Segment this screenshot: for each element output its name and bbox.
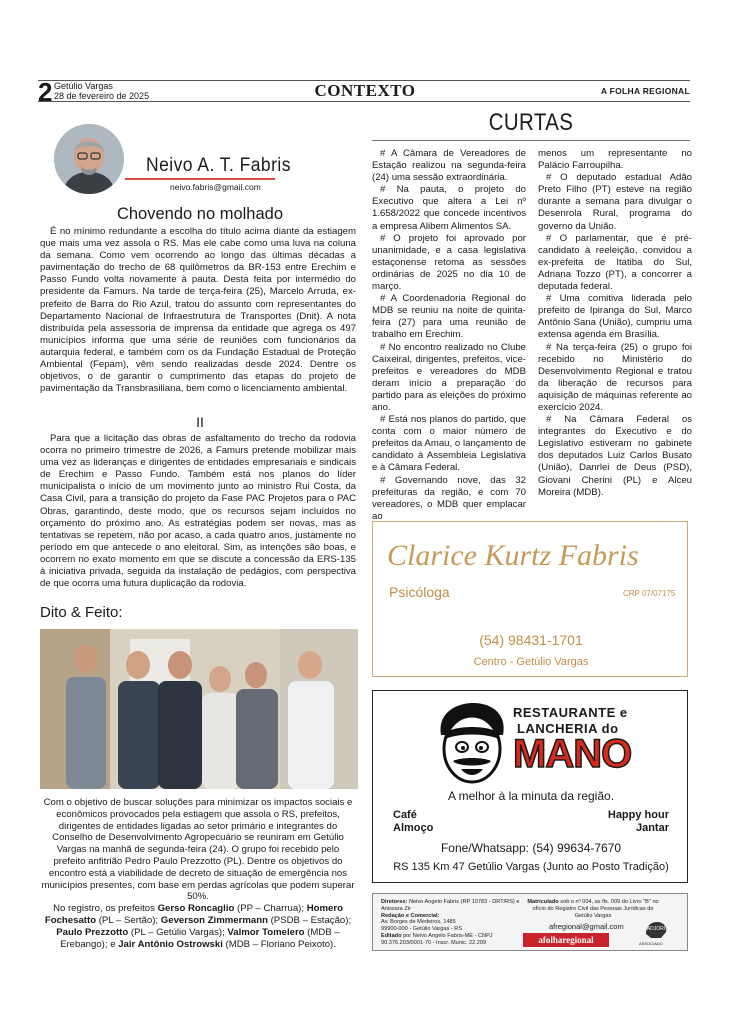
curtas-item: # Na terça-feira (25) o grupo foi recebido no Ministério do Desenvolvimento Regional e tratou da liberação de recursos para aquisição de máquinas referente ao exercício 2024.	[538, 341, 692, 413]
ad-psicologa-profession: Psicóloga	[389, 584, 450, 600]
edited-text: por Neivo Angelo Fabris-ME - CNPJ 90.376.203/0001-70 - Inscr. Munic. 22.209	[381, 932, 493, 946]
masthead-email[interactable]: afregional@gmail.com	[549, 922, 624, 931]
paragraph: Para que a licitação das obras de asfaltamento do trecho da rodovia ocorra no primeiro trimestre de 2026, a Famurs pretende mobilizar mais uma vez as lideranças e dirigentes de entidades empresariais e sindicais de Erechim e Passo Fundo. Também está nos planos do líder municipalista o início de um movimento junto ao ministro Rui Costa, da Casa Civil, para a transição do projeto da Fase PAC Projetos para o PAC Obras, garantindo, deste modo, que os recursos sejam incluídos no orçamento do próximo ano. As estratégias podem ser novas, mas as tentativas se repetem, não por acaso, a cada quatro anos, justamente no período em que antecede o ano eleitoral. Sim, as intenções são boas, e ocorrem no exato momento em que se discute a concessão da ERS-135 à iniciativa privada, seguida da instalação de pedágios, com perspectiva de que ocorra uma futura duplicação da rodovia.	[40, 433, 356, 590]
author-name: Neivo A. T. Fabris	[146, 155, 291, 176]
ad-restaurante-line2: LANCHERIA do	[517, 721, 619, 736]
ad-psicologa-name: Clarice Kurtz Fabris	[387, 539, 639, 572]
ad-restaurante-brand: MANO	[513, 732, 632, 776]
curtas-item: # A Câmara de Vereadores de Estação realizou na segunda-feira (24) uma sessão extraordinária.	[372, 148, 526, 184]
author-avatar	[54, 124, 124, 194]
ad-restaurante-slogan: A melhor à la minuta da região.	[447, 789, 615, 803]
author-photo-icon	[54, 124, 124, 194]
mayor-name: Gerso Roncaglio	[157, 903, 235, 915]
mayor-party: (PL – Getúlio Vargas);	[128, 926, 228, 938]
curtas-item: # O parlamentar, que é pré-candidato à reeleição, convidou a ex-prefeita de Itatiba do Sul, Adriana Tozzo (PT), a concorrer a deputada federal.	[538, 232, 692, 293]
column-body-part2	[40, 433, 356, 590]
association-badge-icon	[643, 920, 669, 940]
curtas-item: # Governando nove, das 32 prefeituras da região, e com 70 vereadores, o MDB quer emplacar ao	[372, 474, 526, 522]
ad-psicologa-crp: CRP 07/07175	[623, 589, 676, 598]
curtas-title: CURTAS	[488, 109, 574, 136]
ad-psicologa-place: Centro - Getúlio Vargas	[473, 656, 589, 668]
ad-psicologa-phone: (54) 98431-1701	[479, 632, 583, 648]
page-number: 2	[38, 77, 53, 107]
ad-restaurante-cafe: Café	[393, 809, 417, 821]
masthead-left	[381, 899, 521, 947]
section-title: CONTEXTO	[314, 81, 416, 100]
curtas-item: menos um representante no Palácio Farroupilha.	[538, 148, 692, 172]
curtas-item: # O projeto foi aprovado por unanimidade, e a casa legislativa estaçonense retoma as sessões ordinárias de 2025 no dia 10 de março.	[372, 232, 526, 293]
curtas-item: # Na Câmara Federal os integrantes do Executivo e do Legislativo estiveram no gabinete dos deputados Luiz Carlos Busato (União), Danrlei de Deus (PSD), Giovani Cherini (PL) e Alceu Moreira (MDB).	[538, 414, 692, 498]
ad-restaurante-phone: Fone/Whatsapp: (54) 99634-7670	[440, 841, 622, 855]
directors-label: Diretores:	[381, 899, 408, 905]
svg-text:ADJORI: ADJORI	[646, 926, 666, 932]
edited-label: Editado	[381, 932, 402, 939]
curtas-item: # Uma comitiva liderada pelo prefeito de Ipiranga do Sul, Marco Antônio Sana (União), cumpriu uma extensa agenda em Brasília.	[538, 293, 692, 341]
ad-restaurante-happy-hour: Happy hour	[607, 809, 669, 821]
mayor-party: (PL – Sertão);	[96, 914, 161, 926]
curtas-column-2	[538, 148, 692, 499]
ad-restaurante	[372, 690, 688, 883]
mayor-name: Geverson Zimmermann	[160, 914, 268, 926]
column-title: Chovendo no molhado	[116, 205, 284, 223]
masthead-edited	[381, 933, 521, 947]
caption-names	[40, 903, 356, 950]
masthead-directors	[381, 899, 521, 913]
association-badge-label: ASSOCIADO	[639, 941, 663, 946]
newspaper-logo: afolharegional	[523, 933, 609, 947]
mayor-party: (PSDB – Estação);	[267, 914, 352, 926]
curtas-item: # O deputado estadual Adão Preto Filho (PT) esteve na região durante a semana para divulgar o Desenrola Rural, programa do governo da União.	[538, 172, 692, 232]
mayor-party: (MDB – Floriano Peixoto).	[222, 938, 336, 950]
group-photo-image-icon	[40, 629, 358, 789]
mayor-name: Jair Antônio Ostrowski	[118, 938, 223, 950]
mano-mascot-icon	[435, 701, 509, 787]
caption-text: Com o objetivo de buscar soluções para minimizar os impactos sociais e econômicos provocados pela estiagem que assola o RS, prefeitos, dirigentes de entidades ligadas ao setor primário e integrantes do Conselho de Desenvolvimento Agropecuário se reuniram em Getúlio Vargas na manhã de segunda-feira (24). O grupo foi recebido pelo prefeito anfitrião Pedro Paulo Prezzotto (PL). Dentre os objetivos do encontro está a viabilidade de decreto de situação de emergência nos municípios presentes, com base em perdas agrícolas que podem superar 50%.	[41, 797, 355, 903]
office-label: Redação e Comercial:	[381, 912, 440, 919]
ad-restaurante-jantar: Jantar	[635, 822, 669, 834]
mayor-name: Homero Fochesatto	[44, 903, 343, 926]
masthead-box	[372, 893, 688, 951]
newspaper-name: A FOLHA REGIONAL	[600, 86, 690, 96]
column-separator: II	[196, 414, 204, 430]
registered-text: sob o nº 004, as fls. 009 do Livro "B" no ofício do Registro Civil das Pessoas Jurídicas de Getúlio Vargas	[532, 899, 659, 919]
paragraph: É no mínimo redundante a escolha do título acima diante da estiagem que mais uma vez assola o RS. Mas ele cabe como uma luva na coluna da semana. Como vem ocorrendo ao longo das últimas décadas a pavimentação do trecho de 68 quilômetros da BR-153 entre Erechim e Passo Fundo volta novamente à pauta. Desta feita por intermédio do presidente da Famurs. Na tarde de terça-feira (25), Marcelo Arruda, ex-prefeito de Barra do Rio Azul, tratou do assunto com representantes do Departamento Nacional de Infraestrutura de Transportes (Dnit). A nota distribuída pela assessoria de imprensa da entidade que agrega os 497 municípios informa que uma série de reuniões com funcionários da autarquia federal, e também com os da Fundação Estadual de Proteção Ambiental (Fepam), vêm sendo realizadas desde 2024. Dentre os objetivos, o de garantir o cumprimento das etapas do projeto de pavimentação da Transbrasiliana, bem como o licenciamento ambiental.	[40, 226, 356, 395]
address-line1: Av. Borges de Medeiros, 1485	[381, 919, 456, 926]
dito-feito-title: Dito & Feito:	[40, 604, 123, 621]
ad-restaurante-line1: RESTAURANTE e	[513, 705, 628, 720]
address-line2: 99900-000 - Getúlio Vargas - RS	[381, 926, 463, 933]
mayor-name: Paulo Prezzotto	[56, 926, 129, 938]
group-photo	[40, 629, 358, 789]
mayor-name: Valmor Tomelero	[227, 926, 305, 938]
ad-psicologa	[372, 521, 688, 677]
author-email: neivo.fabris@gmail.com	[170, 182, 261, 192]
author-underline	[125, 178, 275, 180]
header-date: 28 de fevereiro de 2025	[54, 91, 150, 101]
curtas-item: # Na pauta, o projeto do Executivo que altera a Lei nº 1.658/2022 que concede incentivos a empresa Alibem Alimentos SA.	[372, 184, 526, 232]
registered-label: Matriculado	[527, 899, 559, 905]
mayor-party: (PP – Charrua);	[234, 903, 307, 915]
header-city: Getúlio Vargas	[54, 81, 113, 91]
masthead-right	[523, 899, 663, 919]
curtas-column-1	[372, 148, 526, 523]
curtas-item: # Está nos planos do partido, que conta com o maior número de prefeitos da Amau, o lançamento de candidato à Assembleia Legislativa e à Câmara Federal.	[372, 414, 526, 474]
column-body-part1	[40, 226, 356, 395]
curtas-item: # A Coordenadoria Regional do MDB se reuniu na noite de quinta-feira (27) para uma reunião de trabalho em Erechim.	[372, 293, 526, 341]
curtas-item: # No encontro realizado no Clube Caixeiral, dirigentes, prefeitos, vice-prefeitos e vereadores do MDB deram início a preparação do partido para as eleições do próximo ano.	[372, 341, 526, 413]
photo-caption	[40, 797, 356, 950]
caption-intro: No registro, os prefeitos	[53, 903, 158, 915]
curtas-rule	[372, 140, 690, 141]
ad-restaurante-address: RS 135 Km 47 Getúlio Vargas (Junto ao Posto Tradição)	[393, 861, 669, 873]
directors-names: Neivo Angelo Fabris (RP 10783 - DRT/RS) e Anissara Zir	[381, 899, 520, 912]
ad-restaurante-almoco: Almoço	[393, 822, 434, 834]
mayor-party: (MDB – Erebango); e	[60, 926, 340, 950]
